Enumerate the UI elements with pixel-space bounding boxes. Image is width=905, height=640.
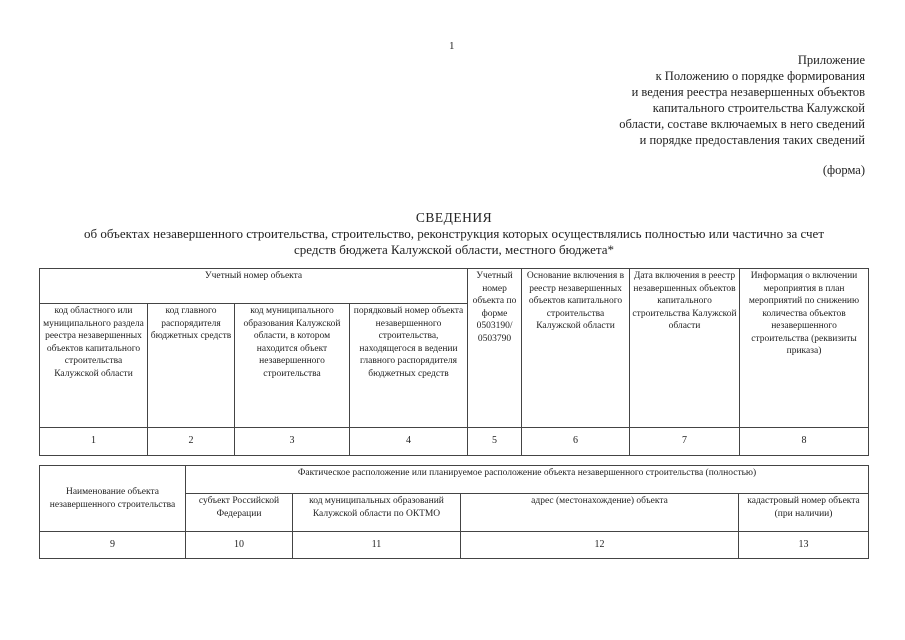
column-number: 6 [522, 428, 630, 456]
document-heading [40, 210, 868, 258]
column-number: 3 [235, 428, 350, 456]
header-col-2: код главного распорядителя бюджетных средств [148, 304, 235, 428]
appendix-line: капитального строительства Калужской [652, 101, 865, 115]
header-location: Фактическое расположение или планируемое расположение объекта незавершенного строительства (полностью) [186, 466, 869, 494]
header-col-12: адрес (местонахождение) объекта [461, 494, 739, 532]
column-number: 2 [148, 428, 235, 456]
header-col-11: код муниципальных образований Калужской области по ОКТМО [293, 494, 461, 532]
appendix-line: к Положению о порядке формирования [655, 69, 865, 83]
document-title: СВЕДЕНИЯ [415, 210, 493, 225]
column-number: 9 [40, 532, 186, 559]
header-col-7: Дата включения в реестр незавершенных объектов капитального строительства Калужской области [630, 269, 740, 428]
column-number: 5 [468, 428, 522, 456]
header-col-1: код областного или муниципального раздела реестра незавершенных объектов капитального строительства Калужской области [40, 304, 148, 428]
header-col-3: код муниципального образования Калужской области, в котором находится объект незавершенного строительства [235, 304, 350, 428]
appendix-line: области, составе включаемых в него сведений [619, 117, 865, 131]
document-subtitle-line: об объектах незавершенного строительства, строительство, реконструкция которых осуществлялись полностью или частично за счет [83, 226, 824, 241]
column-number: 8 [740, 428, 869, 456]
page-number: 1 [449, 40, 455, 52]
column-number: 10 [186, 532, 293, 559]
header-col-5: Учетный номер объекта по форме 0503190/ 0503790 [468, 269, 522, 428]
appendix-line: и порядке предоставления таких сведений [639, 133, 865, 147]
header-col-13: кадастровый номер объекта (при наличии) [739, 494, 869, 532]
column-number: 13 [739, 532, 869, 559]
column-number: 12 [461, 532, 739, 559]
column-number: 7 [630, 428, 740, 456]
column-number: 4 [350, 428, 468, 456]
header-col-6: Основание включения в реестр незавершенных объектов капитального строительства Калужской области [522, 269, 630, 428]
header-col-9: Наименование объекта незавершенного строительства [40, 466, 186, 532]
appendix-line: Приложение [797, 53, 865, 67]
header-registry-number: Учетный номер объекта [40, 269, 468, 304]
column-number: 11 [293, 532, 461, 559]
document-subtitle-line: средств бюджета Калужской области, местного бюджета* [293, 242, 615, 257]
header-col-4: порядковый номер объекта незавершенного строительства, находящегося в ведении главного распорядителя бюджетных средств [350, 304, 468, 428]
registry-number-table [39, 268, 869, 456]
appendix-line: и ведения реестра незавершенных объектов [631, 85, 865, 99]
header-col-8: Информация о включении мероприятия в план мероприятий по снижению количества объектов незавершенного строительства (реквизиты приказа) [740, 269, 869, 428]
appendix-note [505, 52, 865, 148]
column-number: 1 [40, 428, 148, 456]
location-table [39, 465, 869, 559]
header-col-10: субъект Российской Федерации [186, 494, 293, 532]
form-label: (форма) [822, 163, 865, 177]
